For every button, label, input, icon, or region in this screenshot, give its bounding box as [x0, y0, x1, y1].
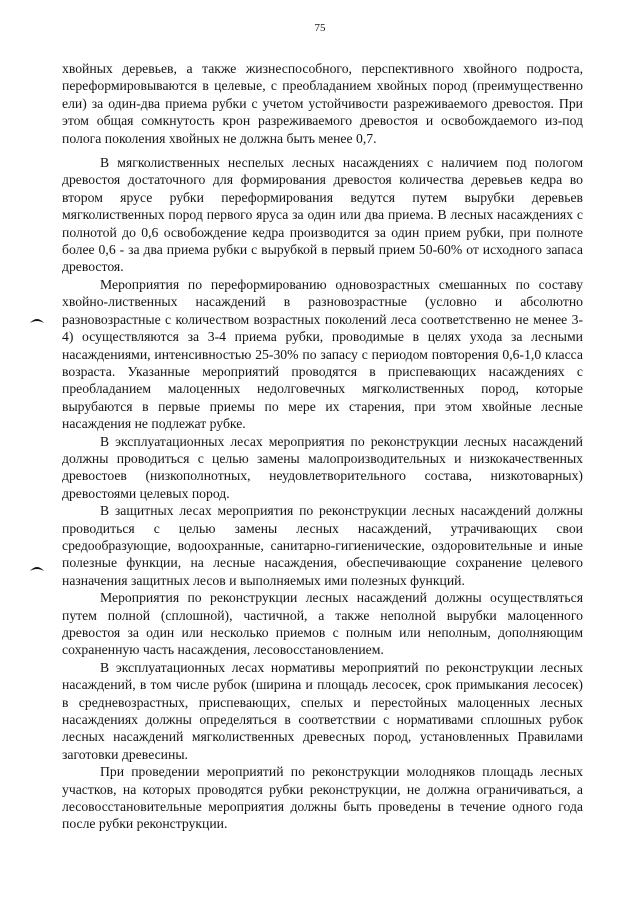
page-number: 75 [314, 22, 326, 34]
document-body [62, 60, 583, 833]
paragraph: Мероприятия по переформированию одновозрастных смешанных по составу хвойно-лиственных насаждений в разновозрастные (условно и абсолютно разновозрастные с количеством возрастных поколений леса соответственно не менее 3-4) осуществляются за 3-4 приема рубки, проводимые в целях ухода за лесными насаждениями, интенсивностью 25-30% по запасу с периодом повторения 0,6-1,0 класса возраста. Указанные мероприятий проводятся в приспевающих насаждениях с преобладанием малоценных недолговечных мягколиственных пород, которые вырубаются в первые приемы по мере их старения, при этом хвойные лесные насаждения не подлежат рубке. [62, 276, 583, 432]
paragraph: В эксплуатационных лесах мероприятия по реконструкции лесных насаждений должны проводиться с целью замены малопроизводительных и низкокачественных древостоев (низкополнотных, неудовлетворительного состава, низкотоварных) древостоями целевых пород. [62, 433, 583, 501]
paragraph: Мероприятия по реконструкции лесных насаждений должны осуществляться путем полной (сплошной), частичной, а также неполной вырубки малоценного древостоя за один или несколько приемов с полным или неполным, дополняющим сохраненную часть насаждения, лесовосстановлением. [62, 590, 583, 658]
paragraph: В защитных лесах мероприятия по реконструкции лесных насаждений должны проводиться с целью замены лесных насаждений, утрачивающих свои средообразующие, водоохранные, санитарно-гигиенические, оздоровительные и иные полезные функции, на лесные насаждения, обеспечивающие сохранение целевого назначения защитных лесов и выполняемых ими полезных функций. [62, 503, 583, 588]
margin-mark-icon [30, 565, 44, 572]
paragraph: В эксплуатационных лесах нормативы мероприятий по реконструкции лесных насаждений, в том числе рубок (ширина и площадь лесосек, срок примыкания лесосек) в средневозрастных, приспевающих, спелых и перестойных малоценных лесных насаждениях должны определяться в соответствии с нормативами сплошных рубок лесных насаждений мягколиственных древесных пород, установленных Правилами заготовки древесины. [62, 659, 583, 762]
margin-mark-icon [30, 317, 44, 324]
paragraph: При проведении мероприятий по реконструкции молодняков площадь лесных участков, на которых проводятся рубки реконструкции, не должна ограничиваться, а лесовосстановительные мероприятия должны быть проведены в течение одного года после рубки реконструкции. [62, 764, 583, 832]
paragraph: В мягколиственных неспелых лесных насаждениях с наличием под пологом древостоя достаточного для формирования древостоя количества деревьев кедра во втором ярусе рубки переформирования ведутся путем вырубки деревьев мягколиственных пород первого яруса за один или два приема. В лесных насаждениях с полнотой до 0,6 освобождение кедра производится за один прием рубки, при полноте более 0,6 - за два приема рубки с вырубкой в первый прием 50-60% от исходного запаса древостоя. [62, 155, 583, 275]
paragraph: хвойных деревьев, а также жизнеспособного, перспективного хвойного подроста, переформировываются в целевые, с преобладанием хвойных пород (преимущественно ели) за один-два приема рубки с учетом устойчивости разреживаемого древостоя. При этом общая сомкнутость крон разреживаемого древостоя и освобождаемого из-под полога поколения хвойных не должна быть менее 0,7. [62, 61, 583, 146]
